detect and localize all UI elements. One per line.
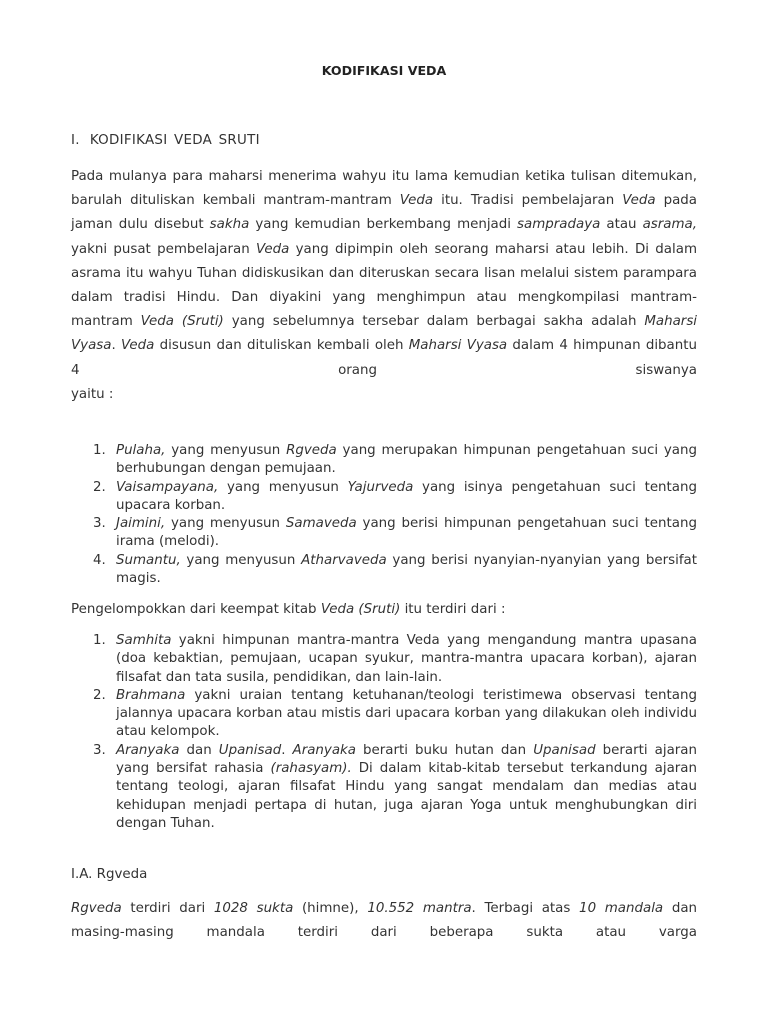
list-item: 4. Sumantu, yang menyusun Atharvaveda yang berisi nyanyian-nyanyian yang bersifat magis. bbox=[93, 552, 697, 587]
list-item: 1. Samhita yakni himpunan mantra-mantra Veda yang mengandung mantra upasana (doa kebaktian, pemujaan, ucapan syukur, mantra-mantra upacara korban), ajaran filsafat dan tata susila, pendidikan, dan lain-lain. bbox=[93, 633, 697, 685]
section-heading bbox=[71, 133, 260, 148]
paragraph-grouping: Pengelompokkan dari keempat kitab Veda (Sruti) itu terdiri dari : bbox=[71, 602, 506, 617]
list-veda-groups bbox=[93, 632, 697, 833]
list-item: 2. Brahmana yakni uraian tentang ketuhanan/teologi teristimewa observasi tentang jalannya upacara korban atau mistis dari upacara korban yang dilakukan oleh individu atau kelompok. bbox=[93, 687, 697, 740]
list-item: 3. Jaimini, yang menyusun Samaveda yang berisi himpunan pengetahuan suci tentang irama (melodi). bbox=[93, 516, 697, 550]
list-veda-compilers bbox=[93, 442, 697, 588]
paragraph-intro: Pada mulanya para maharsi menerima wahyu itu lama kemudian ketika tulisan ditemukan, barulah dituliskan kembali mantram-mantram Veda itu. Tradisi pembelajaran Veda pada jaman dulu disebut sakha yang kemudian berkembang menjadi sampradaya atau asrama, yakni pusat pembelajaran Veda yang dipimpin oleh seorang maharsi atau lebih. Di dalam asrama itu wahyu Tuhan didiskusikan dan diteruskan secara lisan melalui sistem parampara dalam tradisi Hindu. Dan diyakini yang menghimpun atau mengkompilasi mantram-mantram Veda (Sruti) yang sebelumnya tersebar dalam berbagai sakha adalah Maharsi Vyasa. Veda disusun dan dituliskan kembali oleh Maharsi Vyasa dalam 4 himpunan dibantu 4 orang siswanya yaitu : bbox=[71, 169, 698, 402]
paragraph-rgveda: Rgveda terdiri dari 1028 sukta (himne), 10.552 mantra. Terbagi atas 10 mandala dan masing-masing mandala terdiri dari beberapa sukta atau varga bbox=[71, 901, 698, 941]
list-item: 1. Pulaha, yang menyusun Rgveda yang merupakan himpunan pengetahuan suci yang berhubungan dengan pemujaan. bbox=[93, 443, 697, 477]
section-title: KODIFIKASI VEDA SRUTI bbox=[89, 133, 260, 148]
page-title: KODIFIKASI VEDA bbox=[321, 63, 447, 78]
subsection-heading: I.A. Rgveda bbox=[71, 867, 148, 882]
list-item: 3. Aranyaka dan Upanisad. Aranyaka berarti buku hutan dan Upanisad berarti ajaran yang bersifat rahasia (rahasyam). Di dalam kitab-kitab tersebut terkandung ajaran tentang teologi, ajaran filsafat Hindu yang sangat mendalam dan medias atau kehidupan menjadi pertapa di hutan, juga ajaran Yoga untuk menghubungkan diri dengan Tuhan. bbox=[93, 742, 697, 831]
section-number: I. bbox=[71, 133, 80, 148]
list-item: 2. Vaisampayana, yang menyusun Yajurveda yang isinya pengetahuan suci tentang upacara korban. bbox=[93, 479, 697, 513]
